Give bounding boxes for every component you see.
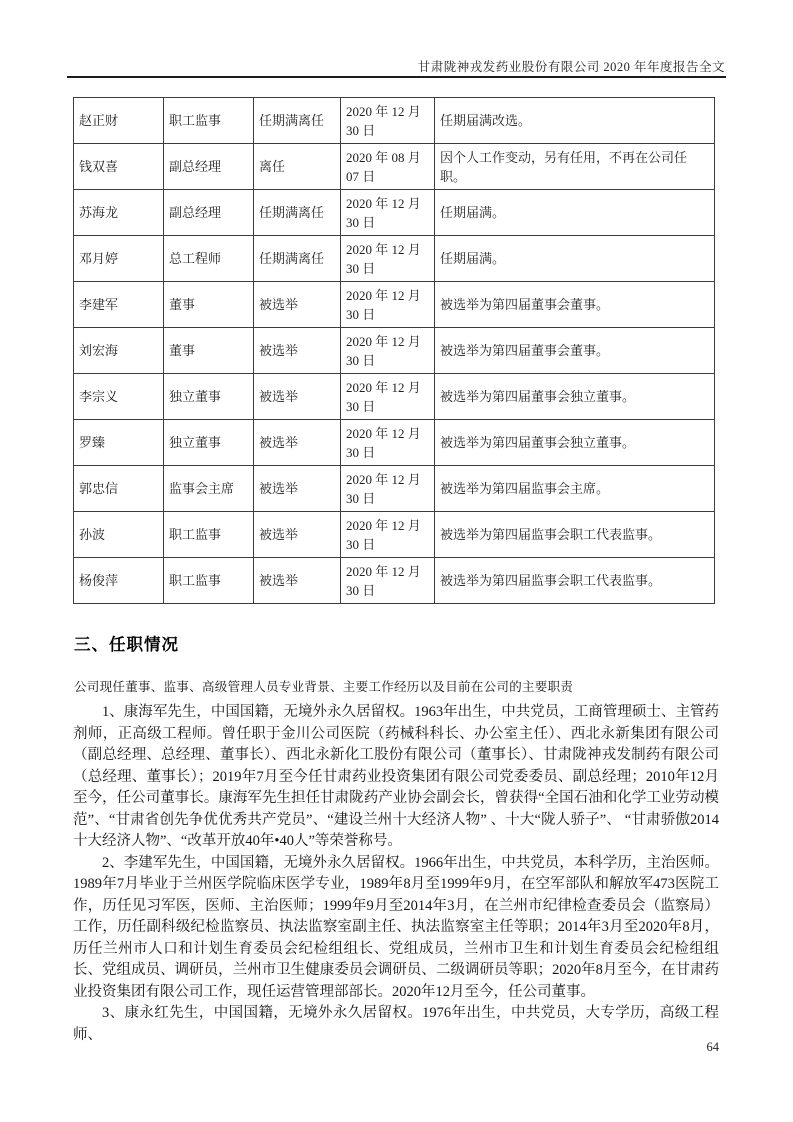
- table-row: [74, 98, 715, 144]
- cell-name: 苏海龙: [74, 190, 164, 236]
- page-number: 64: [706, 1040, 719, 1054]
- cell-date: 2020 年 08 月 07 日: [341, 144, 435, 190]
- cell-name: 孙波: [74, 512, 164, 558]
- cell-name: 刘宏海: [74, 328, 164, 374]
- cell-date: 2020 年 12 月 30 日: [341, 558, 435, 604]
- table-row: [74, 144, 715, 190]
- table-row: [74, 190, 715, 236]
- cell-reason: 因个人工作变动，另有任用，不再在公司任职。: [435, 144, 715, 190]
- cell-change-type: 被选举: [254, 512, 341, 558]
- table-row: [74, 420, 715, 466]
- cell-name: 钱双喜: [74, 144, 164, 190]
- cell-name: 郭忠信: [74, 466, 164, 512]
- cell-reason: 任期届满。: [435, 236, 715, 282]
- cell-name: 赵正财: [74, 98, 164, 144]
- cell-name: 杨俊萍: [74, 558, 164, 604]
- cell-position: 董事: [164, 282, 254, 328]
- cell-position: 监事会主席: [164, 466, 254, 512]
- cell-change-type: 被选举: [254, 558, 341, 604]
- bio-paragraph: 3、康永红先生，中国国籍，无境外永久居留权。1976年出生，中共党员，大专学历，高级工程师、: [73, 1005, 719, 1043]
- cell-change-type: 被选举: [254, 282, 341, 328]
- cell-reason: 被选举为第四届董事会董事。: [435, 328, 715, 374]
- cell-position: 职工监事: [164, 512, 254, 558]
- cell-change-type: 任期满离任: [254, 236, 341, 282]
- report-header-title: 甘肃陇神戎发药业股份有限公司 2020 年年度报告全文: [417, 60, 725, 74]
- cell-reason: 任期届满改选。: [435, 98, 715, 144]
- cell-position: 职工监事: [164, 558, 254, 604]
- cell-reason: 被选举为第四届监事会职工代表监事。: [435, 512, 715, 558]
- cell-change-type: 任期满离任: [254, 190, 341, 236]
- cell-position: 总工程师: [164, 236, 254, 282]
- cell-position: 独立董事: [164, 374, 254, 420]
- table-row: [74, 282, 715, 328]
- table-row: [74, 466, 715, 512]
- cell-reason: 被选举为第四届董事会独立董事。: [435, 420, 715, 466]
- cell-change-type: 离任: [254, 144, 341, 190]
- personnel-change-table: [73, 97, 715, 604]
- cell-change-type: 被选举: [254, 466, 341, 512]
- bio-paragraph: 1、康海军先生，中国国籍，无境外永久居留权。1963年出生，中共党员，工商管理硕士、主管药剂师，正高级工程师。曾任职于金川公司医院（药械科科长、办公室主任）、西北永新集团有限公司（副总经理、总经理、董事长）、西北永新化工股份有限公司（董事长）、甘肃陇神戎发制药有限公司（总经理、董事长）；2019年7月至今任甘肃药业投资集团有限公司党委委员、副总经理；2010年12月至今，任公司董事长。康海军先生担任甘肃陇药产业协会副会长，曾获得“全国石油和化学工业劳动模范”、“甘肃省创先争优优秀共产党员”、“建设兰州十大经济人物” 、十大“陇人骄子”、 “甘肃骄傲2014十大经济人物”、“改革开放40年•40人”等荣誉称号。: [73, 704, 719, 849]
- cell-position: 独立董事: [164, 420, 254, 466]
- cell-date: 2020 年 12 月 30 日: [341, 236, 435, 282]
- cell-name: 李宗义: [74, 374, 164, 420]
- cell-position: 董事: [164, 328, 254, 374]
- section-heading: 三、任职情况: [74, 635, 179, 654]
- cell-reason: 被选举为第四届监事会主席。: [435, 466, 715, 512]
- cell-change-type: 被选举: [254, 420, 341, 466]
- cell-position: 副总经理: [164, 144, 254, 190]
- cell-reason: 被选举为第四届董事会董事。: [435, 282, 715, 328]
- cell-change-type: 任期满离任: [254, 98, 341, 144]
- cell-date: 2020 年 12 月 30 日: [341, 420, 435, 466]
- cell-name: 邓月婷: [74, 236, 164, 282]
- section-intro: 公司现任董事、监事、高级管理人员专业背景、主要工作经历以及目前在公司的主要职责: [74, 680, 574, 694]
- cell-change-type: 被选举: [254, 328, 341, 374]
- cell-reason: 被选举为第四届监事会职工代表监事。: [435, 558, 715, 604]
- cell-name: 罗臻: [74, 420, 164, 466]
- cell-position: 副总经理: [164, 190, 254, 236]
- cell-position: 职工监事: [164, 98, 254, 144]
- header-rule: [67, 76, 726, 78]
- cell-date: 2020 年 12 月 30 日: [341, 190, 435, 236]
- cell-name: 李建军: [74, 282, 164, 328]
- cell-date: 2020 年 12 月 30 日: [341, 374, 435, 420]
- cell-date: 2020 年 12 月 30 日: [341, 466, 435, 512]
- table-row: [74, 236, 715, 282]
- table-row: [74, 374, 715, 420]
- table-row: [74, 328, 715, 374]
- bio-paragraph: 2、李建军先生，中国国籍，无境外永久居留权。1966年出生，中共党员，本科学历，主治医师。1989年7月毕业于兰州医学院临床医学专业，1989年8月至1999年9月，在空军部队和解放军473医院工作，历任见习军医，医师、主治医师；1999年9月至2014年3月，在兰州市纪律检查委员会（监察局）工作，历任副科级纪检监察员、执法监察室副主任、执法监察室主任等职；2014年3月至2020年8月，历任兰州市人口和计划生育委员会纪检组组长、党组成员，兰州市卫生和计划生育委员会纪检组组长、党组成员、调研员，兰州市卫生健康委员会调研员、二级调研员等职；2020年8月至今，在甘肃药业投资集团有限公司工作，现任运营管理部部长。2020年12月至今，任公司董事。: [73, 854, 719, 1000]
- cell-date: 2020 年 12 月 30 日: [341, 512, 435, 558]
- table-row: [74, 558, 715, 604]
- bio-paragraphs: [73, 702, 719, 1046]
- cell-date: 2020 年 12 月 30 日: [341, 282, 435, 328]
- cell-change-type: 被选举: [254, 374, 341, 420]
- cell-reason: 任期届满。: [435, 190, 715, 236]
- cell-reason: 被选举为第四届董事会独立董事。: [435, 374, 715, 420]
- cell-date: 2020 年 12 月 30 日: [341, 98, 435, 144]
- table-row: [74, 512, 715, 558]
- page-content: [73, 97, 719, 1046]
- cell-date: 2020 年 12 月 30 日: [341, 328, 435, 374]
